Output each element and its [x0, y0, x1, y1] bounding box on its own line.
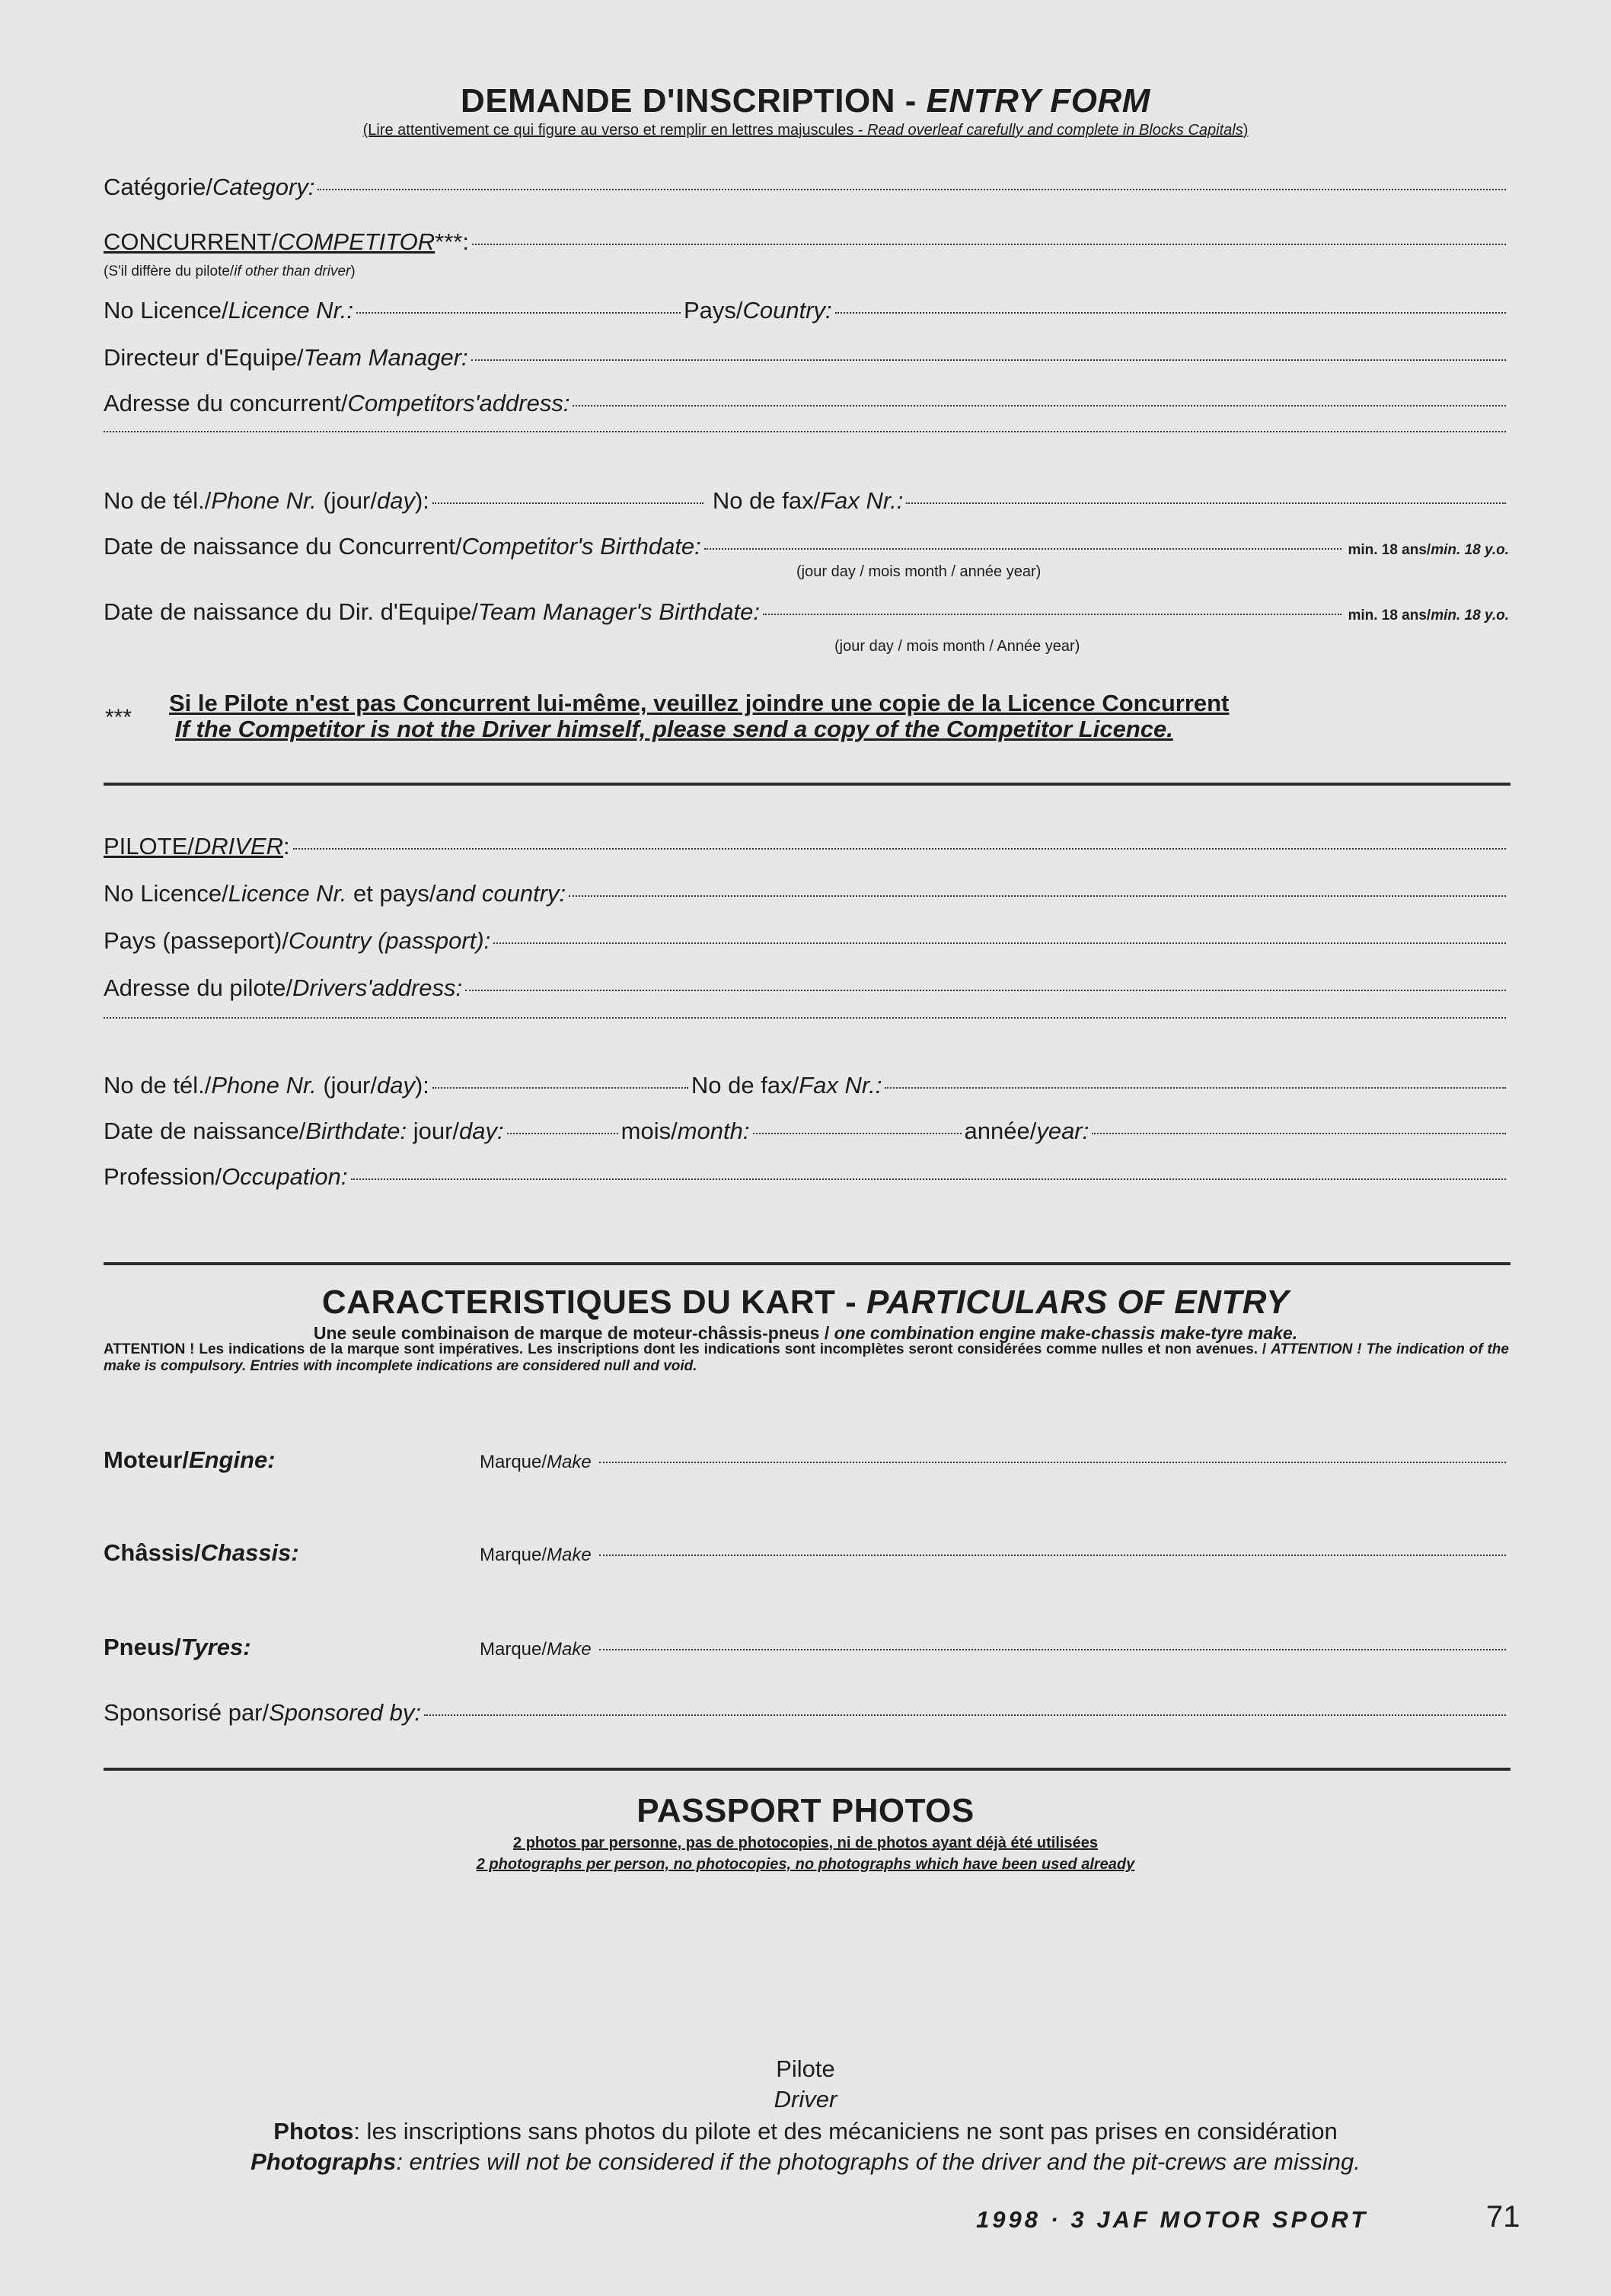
competitor-address-line-2[interactable] — [104, 435, 1509, 437]
driver-input-line[interactable] — [293, 848, 1506, 850]
driver-field[interactable] — [104, 833, 1509, 860]
form-title: DEMANDE D'INSCRIPTION - ENTRY FORM — [461, 82, 1150, 120]
competitor-fax-input-line[interactable] — [906, 502, 1506, 504]
section-divider-1 — [104, 783, 1511, 786]
footer-brand: 1998 · 3 JAF MOTOR SPORT — [976, 2206, 1369, 2233]
chassis-make-label: Marque/Make — [480, 1545, 592, 1565]
sponsor-field[interactable] — [104, 1699, 1509, 1727]
driver-licence-label: No Licence/Licence Nr. et pays/and country: — [104, 880, 566, 907]
tyres-make-input-line[interactable] — [599, 1649, 1506, 1650]
driver-birthdate-label: Date de naissance/Birthdate: jour/day: — [104, 1118, 504, 1144]
tyres-label: Pneus/Tyres: — [104, 1634, 251, 1660]
photos-note-fr: Photos: les inscriptions sans photos du pilote et des mécaniciens ne sont pas prises en considération — [273, 2118, 1338, 2145]
competitor-stars: ***: — [435, 228, 469, 255]
engine-make-input-line[interactable] — [599, 1462, 1506, 1463]
notice-stars: *** — [105, 705, 132, 730]
kart-attention-note: ATTENTION ! Les indications de la marque sont impératives. Les inscriptions dont les indications sont incomplètes seront considérées comme nulles et non avenues. / ATTENTION ! The indication of the make is compulsory. Entries with incomplete indications are considered null and void. — [104, 1341, 1509, 1374]
competitor-phone-row — [104, 487, 1509, 515]
engine-make-row — [104, 1446, 1509, 1474]
chassis-make-row — [104, 1539, 1509, 1567]
competitor-label: CONCURRENT/COMPETITOR — [104, 228, 435, 255]
driver-birth-year-label: année/year: — [964, 1118, 1089, 1144]
team-manager-label: Directeur d'Equipe/Team Manager: — [104, 344, 468, 371]
photo-driver-label-en: Driver — [774, 2086, 837, 2113]
driver-birthdate-row — [104, 1118, 1509, 1145]
manager-date-format-hint: (jour day / mois month / Année year) — [834, 638, 1080, 655]
manager-birthdate-input-line[interactable] — [763, 614, 1341, 615]
driver-phone-label: No de tél./Phone Nr. (jour/day): — [104, 1072, 429, 1099]
competitor-licence-input-line[interactable] — [356, 312, 681, 314]
section-divider-2 — [104, 1262, 1511, 1265]
competitor-field[interactable] — [104, 228, 1509, 256]
competitor-phone-label: No de tél./Phone Nr. (jour/day): — [104, 487, 429, 514]
driver-address-label: Adresse du pilote/Drivers'address: — [104, 974, 463, 1001]
competitor-address-input-line[interactable] — [573, 405, 1506, 407]
page-number: 71 — [1486, 2200, 1520, 2234]
competitor-phone-input-line[interactable] — [432, 502, 703, 504]
driver-occupation-input-line[interactable] — [351, 1178, 1506, 1180]
competitor-note: (S'il diffère du pilote/if other than driver) — [104, 263, 356, 279]
driver-birth-day-input-line[interactable] — [507, 1133, 618, 1134]
section-divider-3 — [104, 1768, 1511, 1771]
driver-occupation-label: Profession/Occupation: — [104, 1163, 348, 1190]
kart-section-title: CARACTERISTIQUES DU KART - PARTICULARS OF ENTRY — [321, 1284, 1290, 1321]
category-input-line[interactable] — [317, 189, 1506, 190]
competitor-input-line[interactable] — [472, 244, 1506, 245]
driver-phone-row — [104, 1072, 1509, 1099]
manager-min-age: min. 18 ans/min. 18 y.o. — [1348, 607, 1509, 623]
tyres-make-label: Marque/Make — [480, 1639, 592, 1660]
competitor-fax-label: No de fax/Fax Nr.: — [712, 487, 904, 514]
chassis-label: Châssis/Chassis: — [104, 1539, 299, 1566]
engine-label: Moteur/Engine: — [104, 1446, 276, 1473]
competitor-min-age: min. 18 ans/min. 18 y.o. — [1348, 542, 1509, 558]
driver-address-input-line-2[interactable] — [104, 1017, 1506, 1019]
form-instructions: (Lire attentivement ce qui figure au verso et remplir en lettres majuscules - Read overleaf carefully and complete in Blocks Capitals) — [362, 122, 1249, 139]
driver-occupation-field[interactable] — [104, 1163, 1509, 1191]
driver-passport-field[interactable] — [104, 927, 1509, 955]
sponsor-label: Sponsorisé par/Sponsored by: — [104, 1699, 422, 1726]
driver-licence-input-line[interactable] — [569, 895, 1506, 897]
driver-licence-field[interactable] — [104, 880, 1509, 907]
chassis-make-input-line[interactable] — [599, 1555, 1506, 1556]
engine-make-label: Marque/Make — [480, 1452, 592, 1472]
driver-label: PILOTE/DRIVER — [104, 833, 284, 859]
competitor-country-input-line[interactable] — [835, 312, 1506, 314]
competitor-birthdate-label: Date de naissance du Concurrent/Competitor's Birthdate: — [104, 533, 701, 560]
driver-fax-input-line[interactable] — [885, 1087, 1506, 1089]
category-label: Catégorie/Category: — [104, 174, 315, 200]
sponsor-input-line[interactable] — [424, 1714, 1506, 1716]
driver-address-field[interactable] — [104, 974, 1509, 1002]
photos-rule-fr: 2 photos par personne, pas de photocopies, ni de photos ayant déjà été utilisées — [513, 1835, 1098, 1851]
photos-title: PASSPORT PHOTOS — [636, 1792, 975, 1829]
driver-birth-month-input-line[interactable] — [753, 1133, 962, 1134]
driver-phone-input-line[interactable] — [432, 1087, 688, 1089]
driver-passport-label: Pays (passeport)/Country (passport): — [104, 927, 491, 954]
competitor-date-format-hint: (jour day / mois month / année year) — [796, 563, 1042, 580]
competitor-licence-row — [104, 297, 1509, 324]
photos-rule-en: 2 photographs per person, no photocopies, no photographs which have been used already — [476, 1856, 1135, 1873]
driver-address-input-line[interactable] — [465, 990, 1506, 991]
driver-address-line-2[interactable] — [104, 1022, 1509, 1023]
photos-note-en: Photographs: entries will not be considered if the photographs of the driver and the pit-crews are missing. — [250, 2148, 1361, 2175]
competitor-address-field[interactable] — [104, 390, 1509, 417]
driver-birth-month-label: mois/month: — [620, 1118, 750, 1144]
team-manager-input-line[interactable] — [471, 359, 1506, 361]
competitor-country-label: Pays/Country: — [683, 297, 832, 324]
competitor-licence-label: No Licence/Licence Nr.: — [104, 297, 353, 324]
competitor-address-input-line-2[interactable] — [104, 431, 1506, 432]
manager-birthdate-row — [104, 598, 1509, 626]
kart-combination-note: Une seule combinaison de marque de moteur-châssis-pneus / one combination engine make-chassis make-tyre make. — [313, 1323, 1298, 1343]
category-field[interactable] — [104, 174, 1509, 201]
competitor-address-label: Adresse du concurrent/Competitors'address: — [104, 390, 570, 416]
team-manager-field[interactable] — [104, 344, 1509, 372]
manager-birthdate-label: Date de naissance du Dir. d'Equipe/Team Manager's Birthdate: — [104, 598, 760, 625]
notice-en: If the Competitor is not the Driver himself, please send a copy of the Competitor Licence. — [175, 716, 1173, 742]
driver-birth-year-input-line[interactable] — [1092, 1133, 1506, 1134]
tyres-make-row — [104, 1634, 1509, 1661]
driver-fax-label: No de fax/Fax Nr.: — [691, 1072, 882, 1099]
driver-colon: : — [283, 833, 290, 859]
competitor-birthdate-row — [104, 533, 1509, 560]
photo-driver-label-fr: Pilote — [776, 2055, 835, 2082]
competitor-birthdate-input-line[interactable] — [704, 548, 1342, 550]
driver-passport-input-line[interactable] — [493, 942, 1506, 944]
notice-fr: Si le Pilote n'est pas Concurrent lui-même, veuillez joindre une copie de la Licence Concurrent — [169, 690, 1230, 716]
